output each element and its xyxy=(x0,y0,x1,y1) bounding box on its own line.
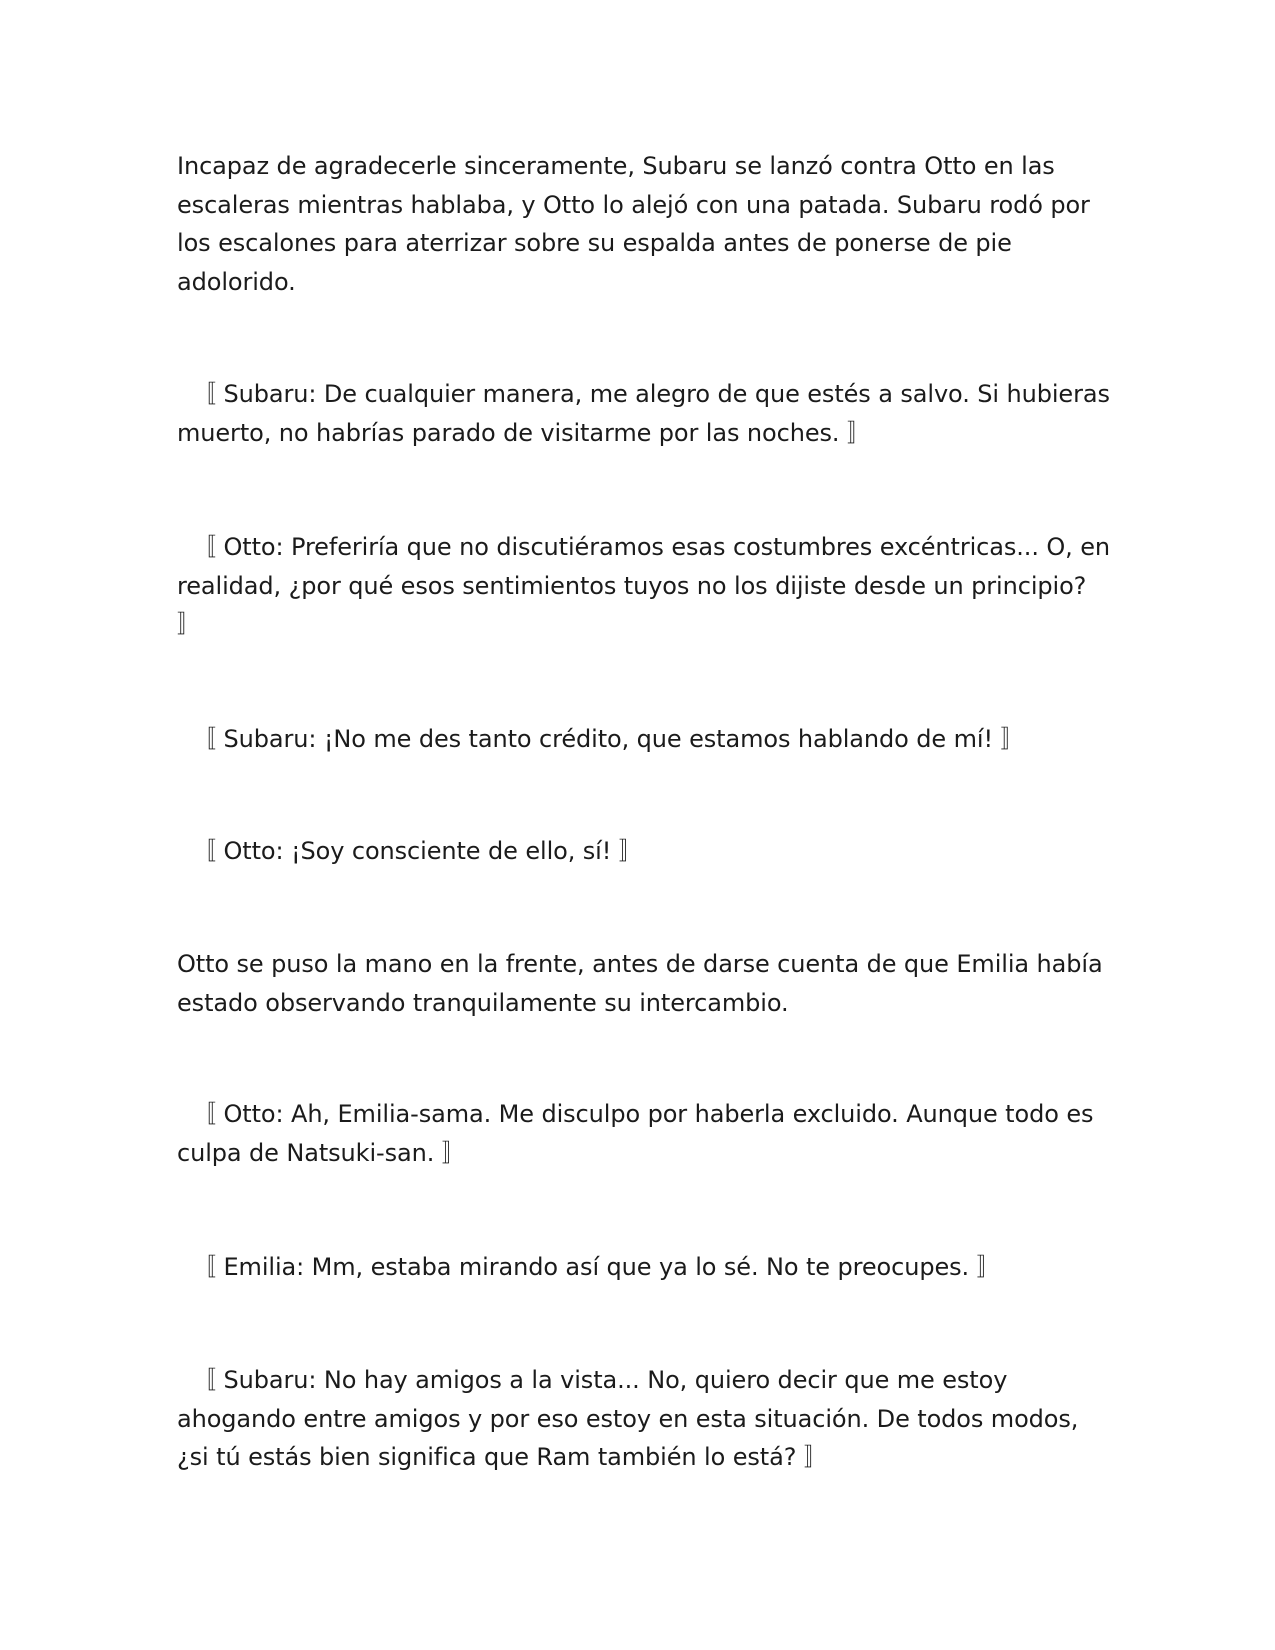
text-line: muerto, no habrías parado de visitarme por las noches. 〛 xyxy=(177,418,871,447)
paragraph-dialogue-subaru-3 xyxy=(177,1361,1107,1477)
text-line: escaleras mientras hablaba, y Otto lo alejó con una patada. Subaru rodó por xyxy=(177,190,1090,219)
text-line: 〚 Subaru: ¡No me des tanto crédito, que estamos hablando de mí! 〛 xyxy=(177,725,1025,753)
paragraph-narration-2 xyxy=(177,945,1107,1022)
paragraph-dialogue-emilia-1 xyxy=(177,1248,1107,1287)
text-line: los escalones para aterrizar sobre su espalda antes de ponerse de pie xyxy=(177,229,1012,257)
paragraph-dialogue-subaru-1 xyxy=(177,375,1110,452)
text-line: 〚 Subaru: No hay amigos a la vista... No, quiero decir que me estoy xyxy=(177,1366,1008,1394)
text-line: 〚 Emilia: Mm, estaba mirando así que ya lo sé. No te preocupes. 〛 xyxy=(177,1253,1001,1281)
text-line: estado observando tranquilamente su intercambio. xyxy=(177,988,789,1017)
text-line: 〚 Otto: Ah, Emilia-sama. Me disculpo por haberla excluido. Aunque todo es xyxy=(177,1100,1094,1128)
text-line: adolorido. xyxy=(177,267,296,296)
paragraph-dialogue-otto-2 xyxy=(177,832,1107,871)
text-line: ahogando entre amigos y por eso estoy en esta situación. De todos modos, xyxy=(177,1404,1079,1433)
text-line: 〚 Otto: ¡Soy consciente de ello, sí! 〛 xyxy=(177,837,643,865)
text-line: 〚 Subaru: De cualquier manera, me alegro de que estés a salvo. Si hubieras xyxy=(177,380,1110,408)
paragraph-narration-1 xyxy=(177,147,1107,301)
text-line: 〛 xyxy=(177,610,201,638)
text-line: 〚 Otto: Preferiría que no discutiéramos esas costumbres excéntricas... O, en xyxy=(177,533,1111,561)
text-line: realidad, ¿por qué esos sentimientos tuyos no los dijiste desde un principio? xyxy=(177,571,1087,600)
paragraph-dialogue-otto-3 xyxy=(177,1095,1107,1172)
text-line: Incapaz de agradecerle sinceramente, Subaru se lanzó contra Otto en las xyxy=(177,152,1055,180)
paragraph-dialogue-subaru-2 xyxy=(177,720,1107,759)
paragraph-dialogue-otto-1 xyxy=(177,528,1111,644)
text-line: culpa de Natsuki-san. 〛 xyxy=(177,1138,466,1167)
text-line: Otto se puso la mano en la frente, antes de darse cuenta de que Emilia había xyxy=(177,950,1103,978)
text-line: ¿si tú estás bien significa que Ram también lo está? 〛 xyxy=(177,1443,828,1471)
